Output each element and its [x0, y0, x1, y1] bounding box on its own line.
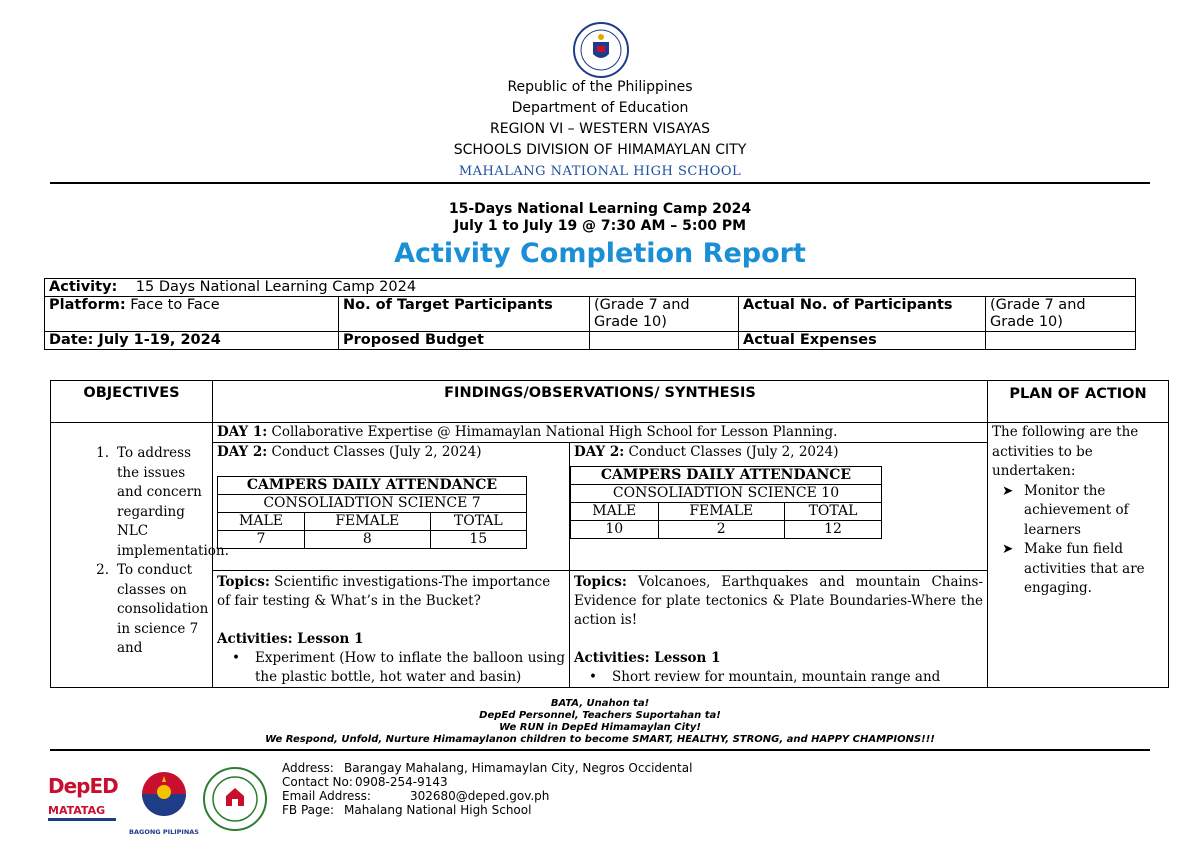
email-value: 302680@deped.gov.ph	[410, 789, 550, 803]
grade10-male-count: 10	[571, 521, 659, 539]
email-label: Email Address:	[282, 789, 371, 803]
grade7-topics-text: Scientific investigations-The importance of fair testing & What’s in the Bucket?	[217, 574, 551, 609]
school-seal-icon	[202, 766, 268, 832]
objective-item-2: 2. To conduct classes on consolidation in science 7 and	[96, 562, 209, 656]
header-divider	[50, 182, 1150, 184]
activity-value: 15 Days National Learning Camp 2024	[135, 279, 417, 295]
grade10-attendance-table	[570, 466, 882, 539]
grade10-total-count: 12	[784, 521, 881, 539]
report-title: Activity Completion Report	[394, 238, 806, 269]
grade10-topics-text: Volcanoes, Earthquakes and mountain Chains-Evidence for plate tectonics & Plate Boundaries-Where the action is!	[574, 574, 984, 628]
address-value: Barangay Mahalang, Himamaylan City, Negros Occidental	[344, 761, 693, 775]
contact-label: Contact No:	[282, 775, 353, 789]
target-label: No. of Target Participants	[339, 297, 590, 332]
plan-intro: The following are the activities to be undertaken:	[992, 424, 1139, 479]
plan-item-1: ➤ Monitor the achievement of learners	[1002, 482, 1129, 538]
grade7-male-count: 7	[218, 531, 305, 549]
grade10-activity-item: • Short review for mountain, mountain range and	[589, 669, 941, 685]
grade10-female-count: 2	[658, 521, 784, 539]
grade7-male-label: MALE	[218, 513, 305, 531]
deped-seal-icon	[573, 22, 629, 78]
activity-info-table	[44, 278, 1136, 350]
objectives-cell	[51, 423, 229, 688]
region-text: REGION VI – WESTERN VISAYAS	[490, 121, 710, 137]
grade10-male-label: MALE	[571, 503, 659, 521]
budget-value	[590, 332, 739, 350]
bagong-pilipinas-logo	[128, 768, 200, 836]
department-text: Department of Education	[511, 100, 689, 116]
day1-label: DAY 1:	[217, 424, 268, 440]
objectives-header: OBJECTIVES	[51, 381, 213, 423]
grade7-total-label: TOTAL	[430, 513, 526, 531]
grade7-topics-label: Topics:	[217, 574, 270, 590]
grade10-activities-label: Activities: Lesson 1	[574, 650, 721, 666]
target-value: (Grade 7 and Grade 10)	[590, 297, 739, 332]
bagong-pilipinas-text: BAGONG PILIPINAS	[129, 828, 199, 836]
grade7-day-text: Conduct Classes (July 2, 2024)	[271, 444, 482, 460]
grade10-total-label: TOTAL	[784, 503, 881, 521]
platform-cell	[45, 297, 339, 332]
grade7-day-label: DAY 2:	[217, 444, 268, 460]
date-cell: Date: July 1-19, 2024	[45, 332, 339, 350]
findings-table	[50, 380, 1169, 688]
grade7-activity-item: • Experiment (How to inflate the balloon using the plastic bottle, hot water and basin)	[232, 650, 565, 685]
grade7-female-label: FEMALE	[305, 513, 431, 531]
activity-row	[45, 279, 1136, 297]
grade7-attendance-title: CAMPERS DAILY ATTENDANCE	[218, 477, 527, 495]
republic-text: Republic of the Philippines	[507, 79, 693, 95]
plan-header: PLAN OF ACTION	[988, 381, 1169, 423]
slogan-line-3: We RUN in DepEd Himamaylan City!	[499, 722, 701, 733]
grade10-column	[570, 443, 987, 687]
activity-label: Activity:	[49, 279, 118, 295]
grade7-activities-label: Activities: Lesson 1	[217, 631, 364, 647]
fb-value: Mahalang National High School	[344, 803, 532, 817]
grade10-day-label: DAY 2:	[574, 444, 625, 460]
division-text: SCHOOLS DIVISION OF HIMAMAYLAN CITY	[453, 142, 747, 158]
grade7-attendance-subject: CONSOLIADTION SCIENCE 7	[218, 495, 527, 513]
grade10-day-text: Conduct Classes (July 2, 2024)	[628, 444, 839, 460]
grade10-topics-label: Topics:	[574, 574, 627, 590]
grade7-total-count: 15	[430, 531, 526, 549]
deped-matatag-logo	[48, 774, 118, 834]
grade10-female-label: FEMALE	[658, 503, 784, 521]
expenses-value	[986, 332, 1136, 350]
platform-label: Platform:	[49, 297, 126, 313]
footer-divider	[50, 749, 1150, 751]
findings-header: FINDINGS/OBSERVATIONS/ SYNTHESIS	[213, 381, 988, 423]
grade7-female-count: 8	[305, 531, 431, 549]
fb-label: FB Page:	[282, 803, 335, 817]
actual-value: (Grade 7 and Grade 10)	[986, 297, 1136, 332]
slogan-line-2: DepEd Personnel, Teachers Suportahan ta!	[479, 710, 721, 721]
day1-row	[213, 423, 987, 443]
budget-label: Proposed Budget	[339, 332, 590, 350]
grade10-attendance-subject: CONSOLIADTION SCIENCE 10	[571, 485, 882, 503]
slogan-line-4: We Respond, Unfold, Nurture Himamaylanon children to become SMART, HEALTHY, STRONG, and HAPPY CHAMPIONS!!!	[265, 734, 935, 745]
slogan-line-1: BATA, Unahon ta!	[550, 698, 650, 709]
plan-item-2: ➤ Make fun field activities that are engaging.	[1002, 541, 1145, 596]
findings-cell	[213, 423, 988, 688]
grade7-attendance-table	[217, 476, 527, 549]
platform-value: Face to Face	[130, 297, 220, 313]
bagong-pilipinas-icon	[128, 768, 200, 824]
address-label: Address:	[282, 761, 334, 775]
actual-label: Actual No. of Participants	[739, 297, 986, 332]
contact-block	[282, 761, 692, 817]
expenses-label: Actual Expenses	[739, 332, 986, 350]
grade7-column	[213, 443, 570, 687]
grade10-attendance-title: CAMPERS DAILY ATTENDANCE	[571, 467, 882, 485]
event-dates: July 1 to July 19 @ 7:30 AM – 5:00 PM	[453, 218, 747, 234]
event-title: 15-Days National Learning Camp 2024	[448, 201, 752, 217]
matatag-text: MATATAG	[48, 804, 106, 817]
deped-logo-text: DepED	[48, 774, 118, 798]
contact-value: 0908-254-9143	[355, 775, 448, 789]
day1-text: Collaborative Expertise @ Himamaylan National High School for Lesson Planning.	[271, 424, 838, 440]
plan-cell	[988, 423, 1169, 688]
school-name: MAHALANG NATIONAL HIGH SCHOOL	[458, 164, 742, 179]
objective-item-1: 1. To address the issues and concern regarding NLC implementation.	[96, 445, 229, 559]
